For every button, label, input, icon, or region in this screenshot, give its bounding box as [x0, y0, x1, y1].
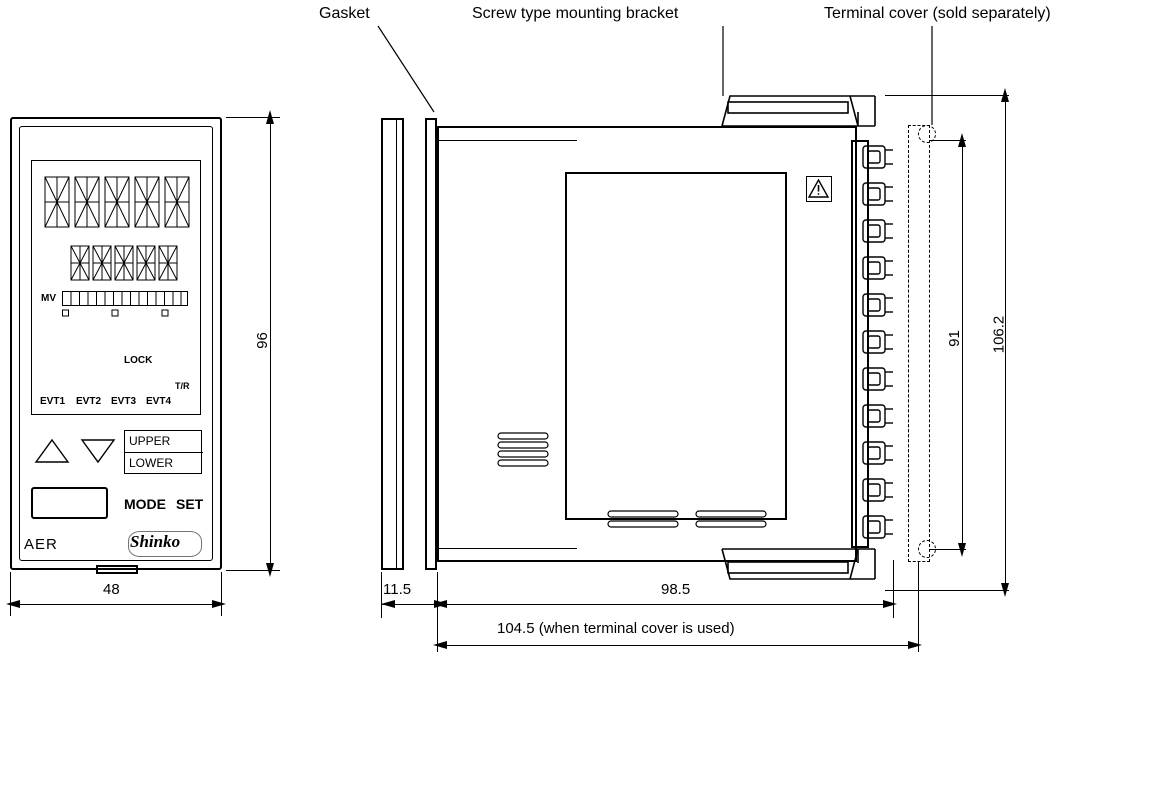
side-vents-bottom-left: [605, 508, 681, 534]
dim-106-ext-bottom: [885, 590, 1009, 591]
dim-48-value: 48: [103, 581, 120, 598]
dim-985-ext-right: [893, 560, 894, 618]
dim-106-ext-top: [885, 95, 1009, 96]
tr-indicator-label: T/R: [175, 381, 190, 391]
dim-48-arrows: [6, 597, 306, 747]
dim-106-value: 106.2: [990, 315, 1008, 354]
side-inner-block: [565, 172, 787, 520]
mode-key-label[interactable]: MODE: [124, 496, 166, 512]
terminal-cover-outline: [908, 125, 930, 562]
callout-bracket-label: Screw type mounting bracket: [472, 5, 679, 22]
brand-logo-label: Shinko: [130, 532, 181, 551]
mv-bargraph: [62, 291, 190, 317]
lock-indicator-label: LOCK: [124, 355, 153, 366]
mv-label: MV: [41, 293, 56, 304]
dim-91-value: 91: [945, 330, 963, 347]
mounting-bracket-bottom: [700, 545, 885, 587]
down-arrow-icon[interactable]: [80, 437, 116, 465]
evt4-indicator-label: EVT4: [146, 396, 172, 407]
display-sub-window: [31, 487, 108, 519]
warning-triangle-icon: [806, 176, 832, 202]
side-bezel-inner-line: [396, 119, 397, 569]
lower-key-label: LOWER: [129, 456, 174, 470]
dim-985-value: 98.5: [661, 581, 691, 598]
brand-logo-outline: [128, 531, 202, 557]
side-vents-bottom-right: [693, 508, 769, 534]
dim-1045-ext-right: [918, 562, 919, 652]
evt3-indicator-label: EVT3: [111, 396, 137, 407]
upper-lower-key[interactable]: [124, 430, 202, 474]
pv-display: [44, 176, 190, 228]
mounting-bracket-top: [700, 88, 885, 130]
upper-lower-divider: [125, 452, 203, 453]
dim-1045-value: 104.5 (when terminal cover is used): [497, 620, 735, 637]
upper-key-label: UPPER: [129, 434, 171, 448]
dim-106-arrows: [998, 88, 1162, 238]
model-label: AER: [24, 536, 58, 553]
terminal-cover-inner-edge: [897, 125, 909, 562]
dim-1045-arrows: [433, 638, 733, 788]
set-key-label[interactable]: SET: [176, 496, 204, 512]
gasket-plate: [425, 118, 437, 570]
sv-display: [70, 245, 182, 281]
callout-terminal-cover-label: Terminal cover (sold separately): [824, 5, 1051, 22]
side-body-bottom-step: [437, 548, 577, 549]
dim-115-value: 11.5: [383, 581, 412, 598]
side-bezel: [381, 118, 404, 570]
dim-96-value: 96: [253, 332, 271, 349]
up-arrow-icon[interactable]: [34, 437, 70, 465]
side-body-top-step: [437, 140, 577, 141]
front-case-bottom-tab: [96, 565, 138, 574]
callout-gasket-label: Gasket: [319, 5, 370, 22]
evt1-indicator-label: EVT1: [40, 396, 66, 407]
side-vents-left: [495, 430, 551, 472]
evt2-indicator-label: EVT2: [76, 396, 102, 407]
